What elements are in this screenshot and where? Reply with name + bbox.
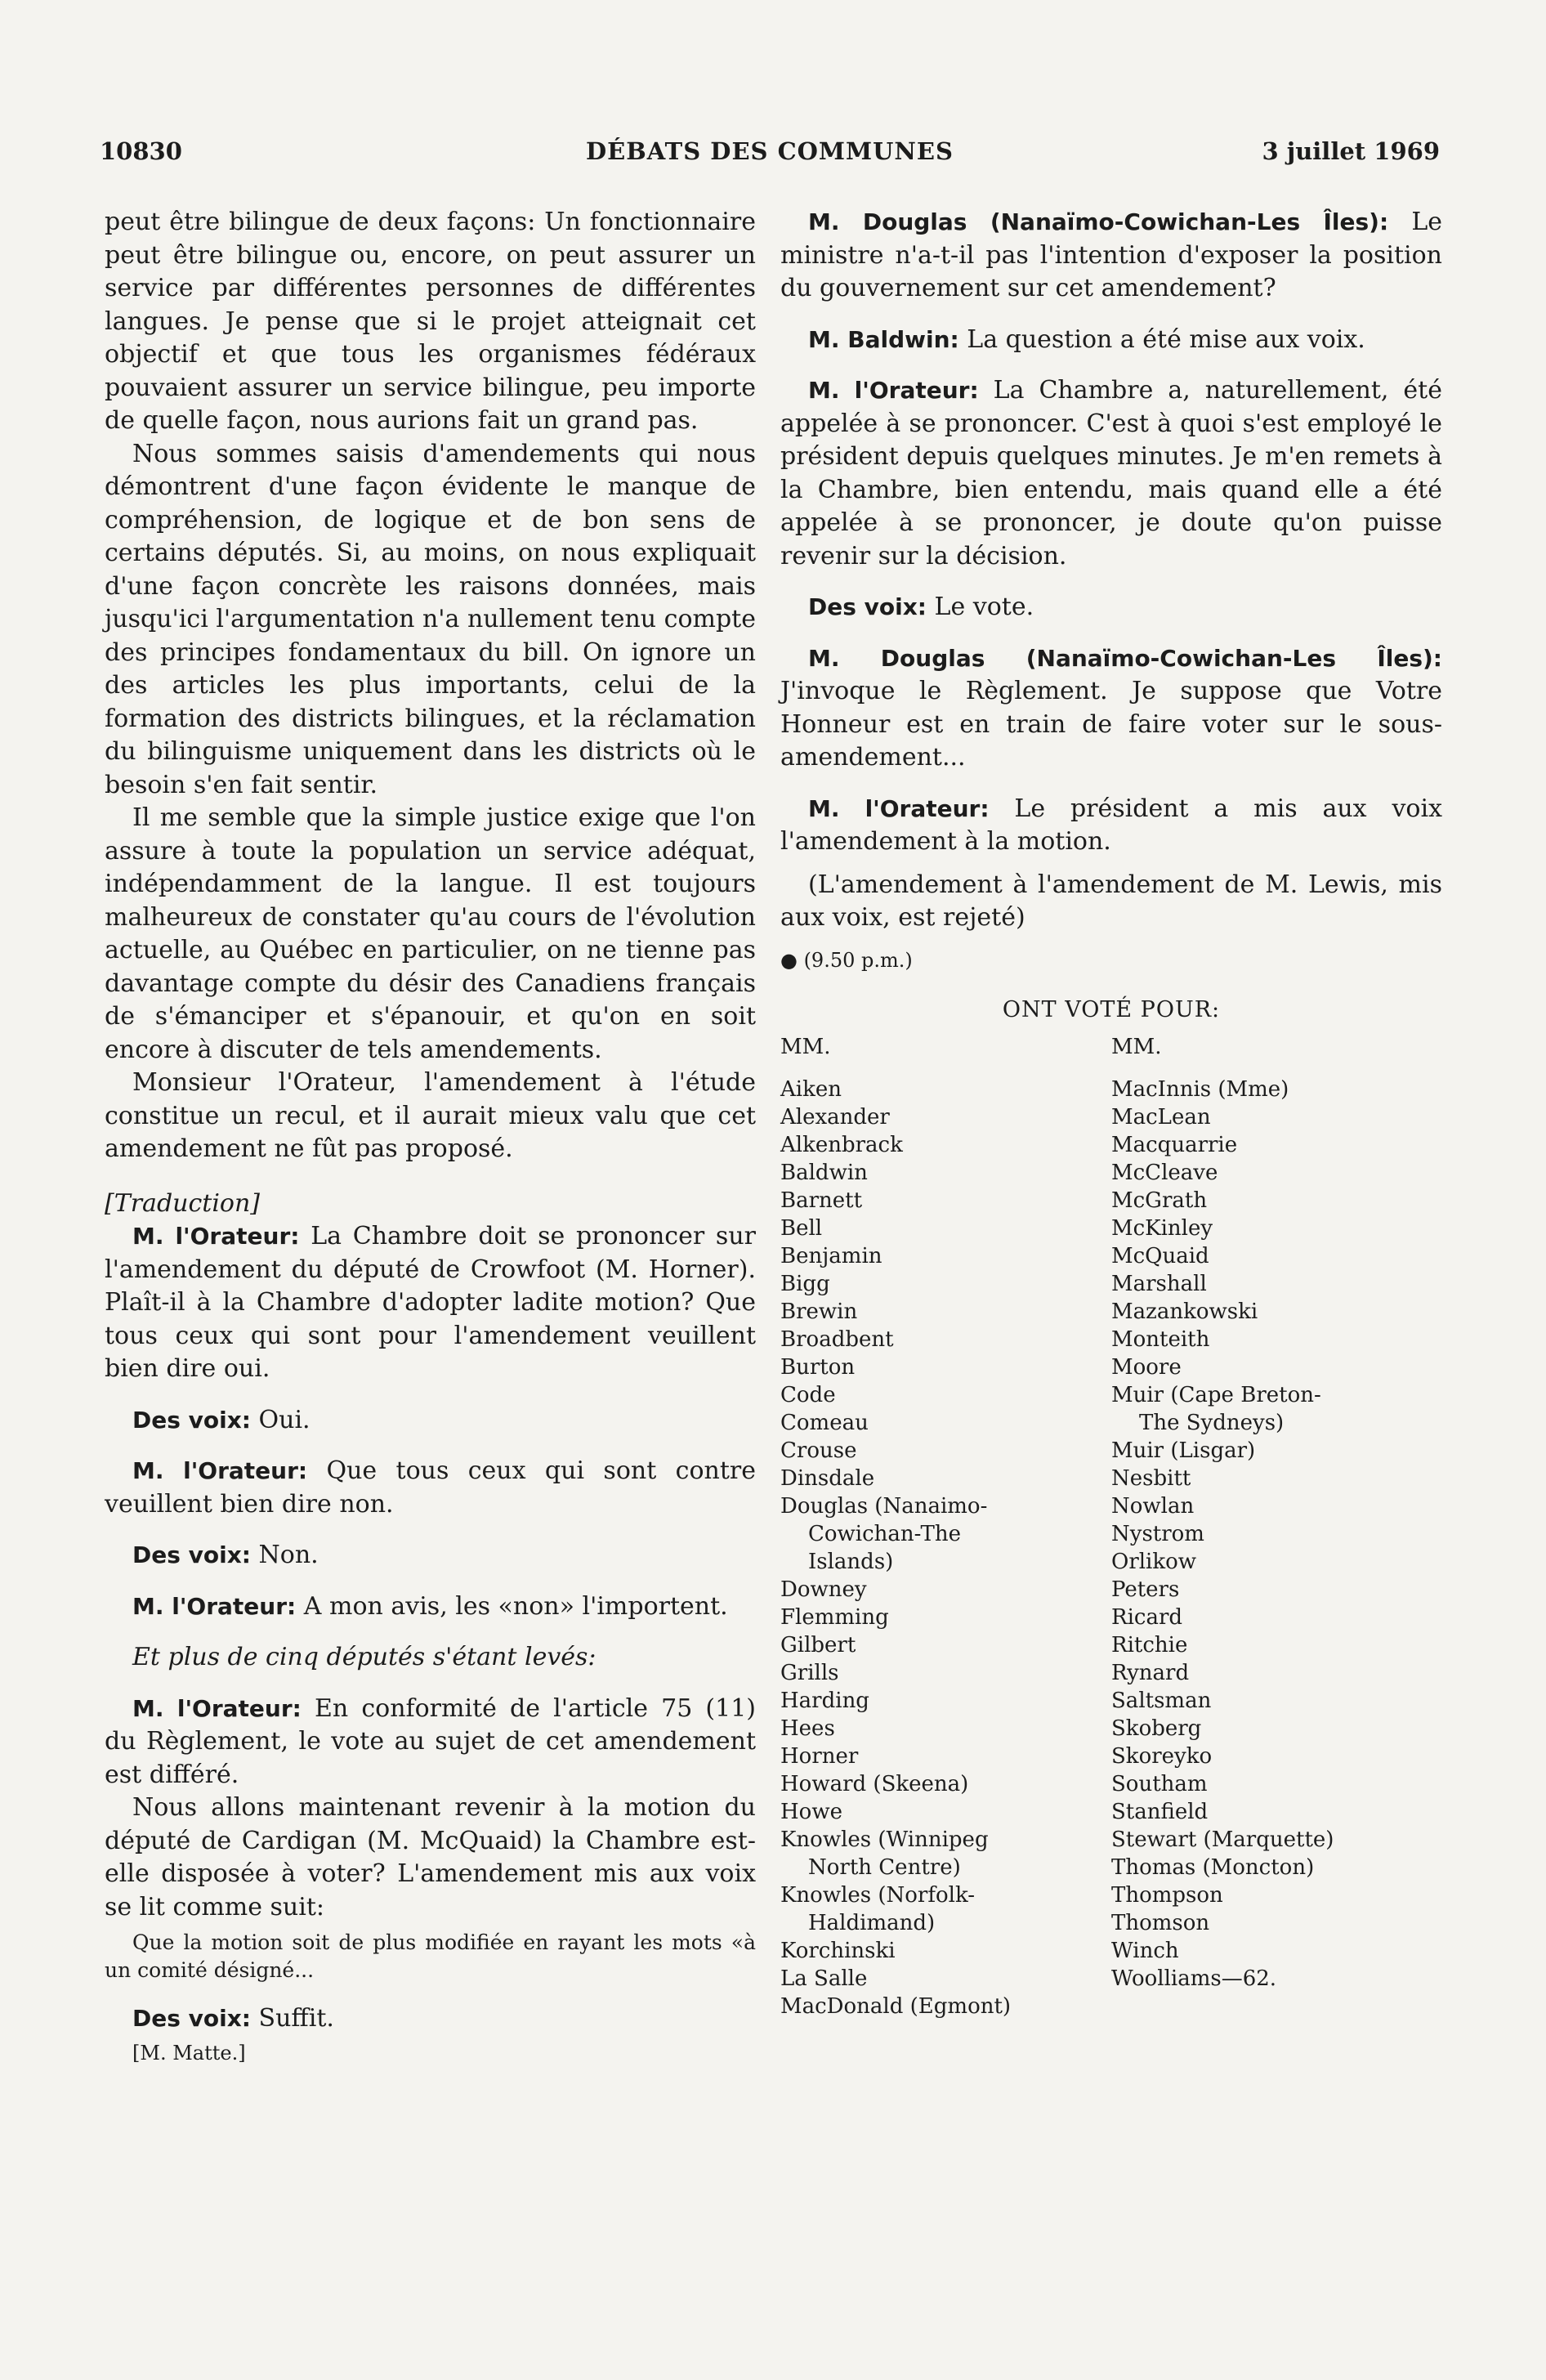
paragraph: Monsieur l'Orateur, l'amendement à l'étude constitue un recul, et il aurait mieux valu que cet amendement ne fût pas proposé.: [105, 1068, 756, 1163]
member-name: Bigg: [780, 1272, 830, 1296]
member-name: Alkenbrack: [780, 1133, 903, 1157]
paragraph: Il me semble que la simple justice exige que l'on assure à toute la population un service adéquat, indépendamment de la langue. Il est toujours malheureux de constater qu'au cours de l'évolution actuelle, au Québec en particulier, on ne tienne pas davantage compte du désir des Canadiens français de s'émanciper et s'épanouir, et qu'on en soit encore à discuter de tels amendements.: [105, 803, 756, 1064]
member-name: Knowles (Norfolk-: [780, 1883, 976, 1908]
page-date: 3 juillet 1969: [1262, 137, 1440, 165]
speech-text: Non.: [258, 1541, 319, 1569]
member-name: Woolliams—62.: [1111, 1966, 1277, 1991]
vote-column-1: [780, 1033, 1111, 2020]
member-name: Cowichan-The: [808, 1522, 962, 1546]
member-name: Peters: [1111, 1577, 1180, 1602]
stage-direction: Et plus de cinq députés s'étant levés:: [132, 1643, 597, 1671]
timestamp: ● (9.50 p.m.): [780, 948, 913, 972]
member-name: MacDonald (Egmont): [780, 1994, 1012, 2019]
member-name: Broadbent: [780, 1327, 894, 1352]
speech: [105, 1693, 756, 1792]
quoted-amendment: Que la motion soit de plus modifiée en rayant les mots «à un comité désigné...: [105, 1930, 756, 1982]
member-name: Hees: [780, 1716, 835, 1741]
member-name: Barnett: [780, 1188, 863, 1213]
speech-text: La question a été mise aux voix.: [967, 324, 1365, 354]
speaker-name: Des voix:: [132, 1541, 251, 1568]
speech-text: J'invoque le Règlement. Je suppose que Votre Honneur est en train de faire voter sur le sous-amendement...: [780, 677, 1442, 772]
right-column: [780, 206, 1442, 2020]
member-name: Ricard: [1111, 1605, 1183, 1630]
member-name: Horner: [780, 1744, 859, 1769]
speaker-name: M. l'Orateur:: [132, 1223, 300, 1250]
speech: [780, 591, 1442, 624]
member-name: Flemming: [780, 1605, 889, 1630]
paragraph: Nous allons maintenant revenir à la motion du député de Cardigan (M. McQuaid) la Chambre est-elle disposée à voter? L'amendement mis aux voix se lit comme suit:: [105, 1793, 756, 1921]
speech: [105, 1539, 756, 1572]
member-name: Alexander: [780, 1105, 890, 1130]
speaker-footer: [M. Matte.]: [132, 2041, 246, 2065]
mm-label: MM.: [1111, 1035, 1162, 1059]
votes-title: ONT VOTÉ POUR:: [1002, 996, 1221, 1022]
speech-text: Le président a mis aux voix l'amendement à la motion.: [780, 794, 1442, 856]
vote-list: [780, 1033, 1442, 2020]
member-name: Haldimand): [808, 1911, 936, 1935]
member-name: Winch: [1111, 1939, 1179, 1963]
member-name: Howe: [780, 1800, 842, 1824]
speaker-name: Des voix:: [808, 593, 927, 620]
speaker-name: Des voix:: [132, 1406, 251, 1434]
member-name: Ritchie: [1111, 1633, 1188, 1658]
member-name: Moore: [1111, 1355, 1182, 1380]
speech-text: Que tous ceux qui sont contre veuillent bien dire non.: [105, 1456, 756, 1519]
speech-text: La Chambre a, naturellement, été appelée à se prononcer. C'est à quoi s'est employé le président depuis quelques minutes. Je m'en remets à la Chambre, bien entendu, mais quand elle a été appelée à se prononcer, je doute qu'on puisse revenir sur la décision.: [780, 376, 1442, 570]
paragraph: peut être bilingue de deux façons: Un fonctionnaire peut être bilingue ou, encore, on peut assurer un service par différentes personnes de différentes langues. Je pense que si le projet atteignait cet objectif et que tous les organismes fédéraux pouvaient assurer un service bilingue, peu importe de quelle façon, nous aurions fait un grand pas.: [105, 208, 756, 435]
member-name: McKinley: [1111, 1216, 1213, 1241]
publication-title: DÉBATS DES COMMUNES: [586, 137, 954, 165]
speaker-name: M. l'Orateur:: [132, 1592, 297, 1620]
member-list: [1111, 1076, 1442, 1993]
member-name: Harding: [780, 1689, 869, 1713]
member-name: Burton: [780, 1355, 856, 1380]
member-name: Muir (Cape Breton-: [1111, 1383, 1321, 1407]
member-name: Stanfield: [1111, 1800, 1209, 1824]
mm-label: MM.: [780, 1035, 831, 1059]
member-name: La Salle: [780, 1966, 868, 1991]
vote-column-2: [1111, 1033, 1442, 2020]
member-name: Thomson: [1111, 1911, 1210, 1935]
member-name: Skoreyko: [1111, 1744, 1213, 1769]
member-name: Korchinski: [780, 1939, 896, 1963]
member-name: Muir (Lisgar): [1111, 1438, 1256, 1463]
member-list: [780, 1076, 1111, 2020]
member-name: Nesbitt: [1111, 1466, 1191, 1491]
speech-text: A mon avis, les «non» l'importent.: [303, 1591, 728, 1621]
speaker-name: M. l'Orateur:: [132, 1694, 302, 1722]
member-name: Southam: [1111, 1772, 1208, 1796]
member-name: Howard (Skeena): [780, 1772, 969, 1796]
member-name: Nowlan: [1111, 1494, 1195, 1519]
speech: [105, 1455, 756, 1521]
page-header: [100, 137, 1440, 170]
paragraph: Nous sommes saisis d'amendements qui nous démontrent d'une façon évidente le manque de compréhension, de logique et de bon sens de certains députés. Si, au moins, on nous expliquait d'une façon concrète les raisons données, mais jusqu'ici l'argumentation n'a nullement tenu compte des principes fondamentaux du bill. On ignore un des articles les plus importants, celui de la formation des districts bilingues, et la réclamation du bilinguisme uniquement dans les districts où le besoin s'en fait sentir.: [105, 439, 756, 799]
left-column: [105, 206, 756, 2067]
member-name: MacLean: [1111, 1105, 1211, 1130]
member-name: Monteith: [1111, 1327, 1210, 1352]
member-name: Stewart (Marquette): [1111, 1828, 1334, 1852]
member-name: Baldwin: [780, 1161, 868, 1185]
member-name: Nystrom: [1111, 1522, 1204, 1546]
member-name: Code: [780, 1383, 836, 1407]
member-name: Comeau: [780, 1411, 869, 1435]
member-name: Orlikow: [1111, 1550, 1197, 1574]
page-number: 10830: [100, 137, 182, 165]
member-name: North Centre): [808, 1855, 961, 1880]
vote-result: (L'amendement à l'amendement de M. Lewis, mis aux voix, est rejeté): [780, 870, 1442, 932]
member-name: Thompson: [1111, 1883, 1223, 1908]
speech: [780, 324, 1442, 357]
member-name: Skoberg: [1111, 1716, 1202, 1741]
speaker-name: M. l'Orateur:: [808, 377, 979, 404]
speech-text: Le ministre n'a-t-il pas l'intention d'exposer la position du gouvernement sur cet amendement?: [780, 208, 1442, 302]
member-name: MacInnis (Mme): [1111, 1077, 1289, 1102]
speaker-name: M. Douglas (Nanaïmo-Cowichan-Les Îles):: [808, 208, 1389, 235]
speaker-name: M. l'Orateur:: [132, 1457, 308, 1484]
member-name: Marshall: [1111, 1272, 1207, 1296]
member-name: McQuaid: [1111, 1244, 1209, 1268]
member-name: Bell: [780, 1216, 823, 1241]
speech: [780, 642, 1442, 775]
speech: [105, 2002, 756, 2036]
member-name: Grills: [780, 1661, 839, 1685]
member-name: Brewin: [780, 1300, 858, 1324]
member-name: Crouse: [780, 1438, 857, 1463]
member-name: Islands): [808, 1550, 894, 1574]
member-name: Gilbert: [780, 1633, 856, 1658]
member-name: Thomas (Moncton): [1111, 1855, 1315, 1880]
speech: [780, 206, 1442, 306]
speaker-name: M. Douglas (Nanaïmo-Cowichan-Les Îles):: [808, 644, 1442, 672]
speech: [105, 1220, 756, 1386]
speaker-name: M. Baldwin:: [808, 325, 959, 353]
member-name: McGrath: [1111, 1188, 1208, 1213]
speech-text: La Chambre doit se prononcer sur l'amendement du député de Crowfoot (M. Horner). Plaît-il à la Chambre d'adopter ladite motion? Que tous ceux qui sont pour l'amendement veuillent bien dire oui.: [105, 1222, 756, 1383]
speech-text: Oui.: [258, 1405, 311, 1434]
member-name: Saltsman: [1111, 1689, 1212, 1713]
member-name: Mazankowski: [1111, 1300, 1258, 1324]
speech: [105, 1590, 756, 1624]
speech-text: Le vote.: [934, 593, 1034, 621]
speech: [780, 793, 1442, 859]
speech-text: Suffit.: [258, 2004, 334, 2033]
member-name: Aiken: [780, 1077, 842, 1102]
translation-note: [Traduction]: [105, 1188, 261, 1218]
speaker-name: M. l'Orateur:: [808, 794, 990, 822]
speech: [780, 374, 1442, 573]
speech-text: En conformité de l'article 75 (11) du Règlement, le vote au sujet de cet amendement est différé.: [105, 1693, 756, 1789]
member-name: Downey: [780, 1577, 867, 1602]
member-name: McCleave: [1111, 1161, 1218, 1185]
speaker-name: Des voix:: [132, 2005, 251, 2032]
member-name: Rynard: [1111, 1661, 1190, 1685]
member-name: The Sydneys): [1139, 1411, 1285, 1435]
member-name: Dinsdale: [780, 1466, 875, 1491]
member-name: Benjamin: [780, 1244, 882, 1268]
speech: [105, 1404, 756, 1438]
member-name: Knowles (Winnipeg: [780, 1828, 989, 1852]
member-name: Macquarrie: [1111, 1133, 1238, 1157]
member-name: Douglas (Nanaimo-: [780, 1494, 988, 1519]
